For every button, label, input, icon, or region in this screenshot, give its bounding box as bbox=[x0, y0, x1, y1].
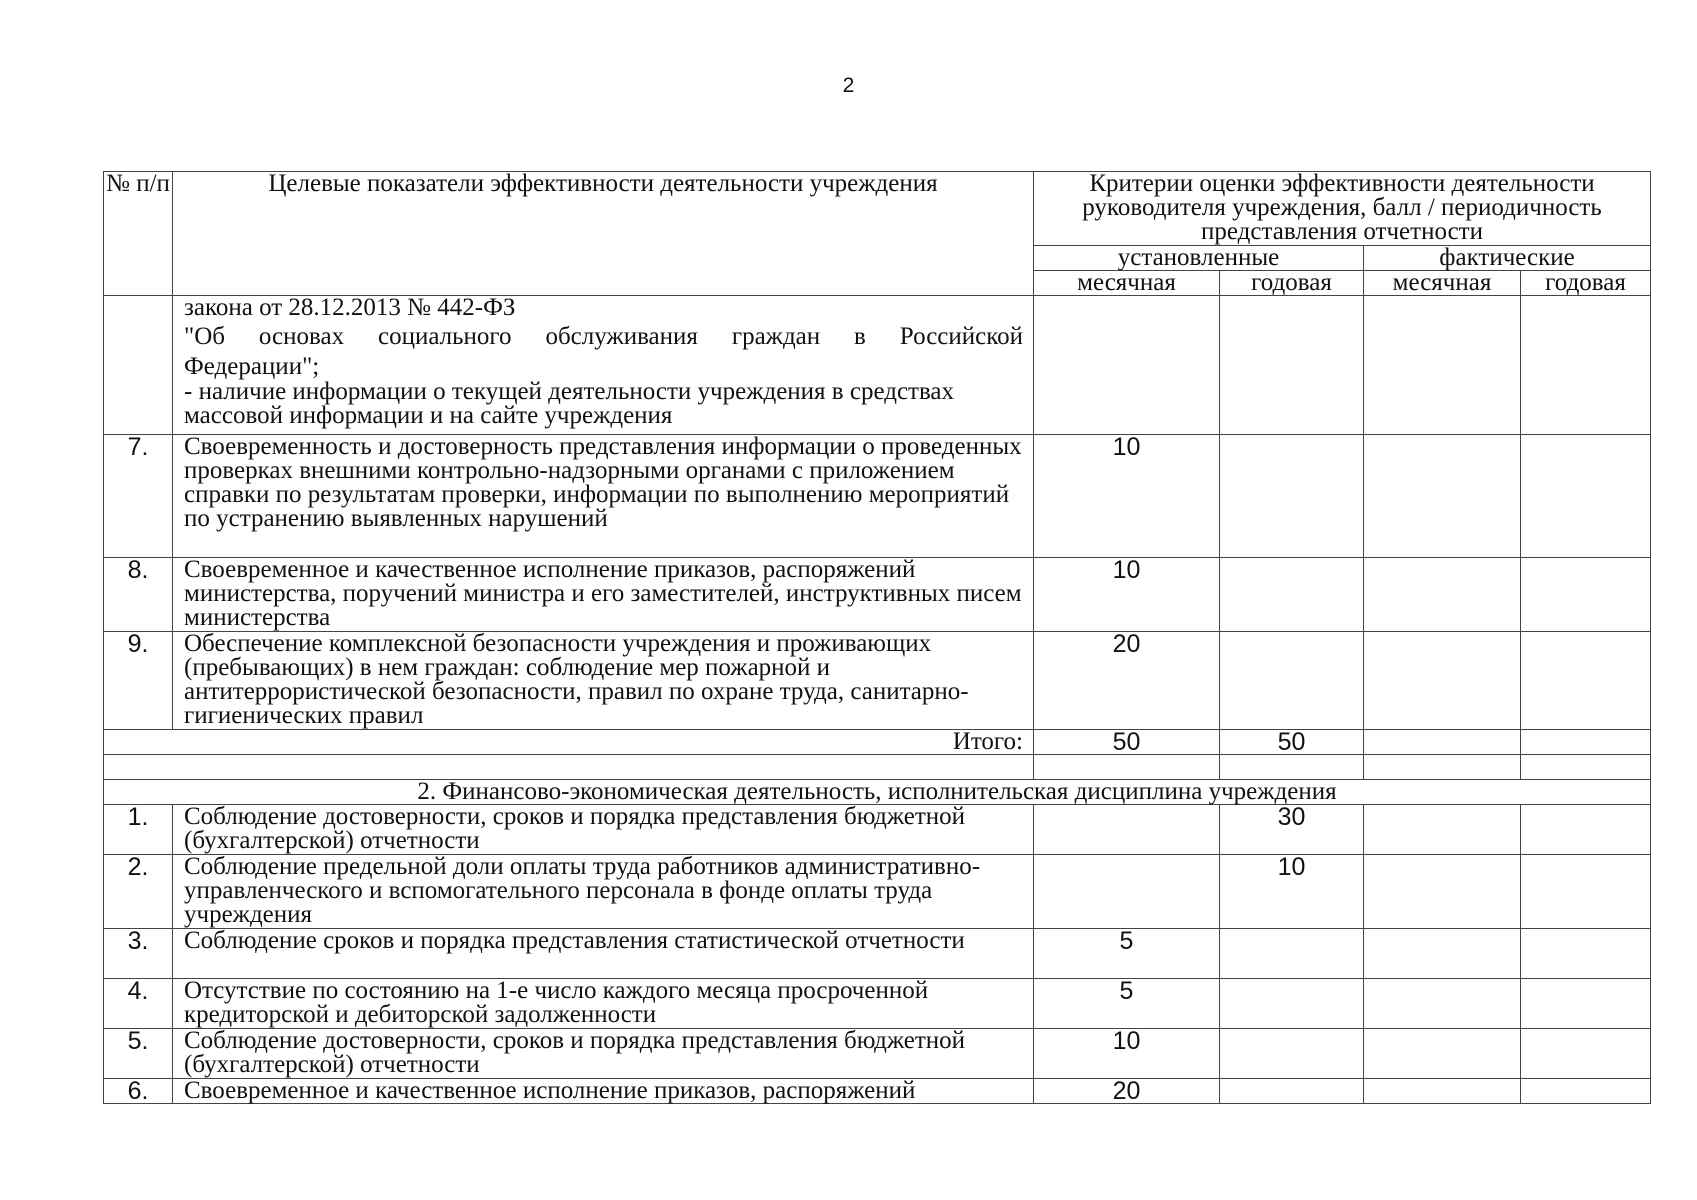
header-indicators: Целевые показатели эффективности деятельности учреждения bbox=[173, 172, 1034, 296]
page-number: 2 bbox=[842, 74, 855, 97]
header-yearly-actual: годовая bbox=[1521, 271, 1651, 296]
empty-row bbox=[104, 755, 1651, 780]
table-row: 7. Своевременность и достоверность представления информации о проведенных проверках внешними контрольно-надзорными органами с приложением справки по результатам проверки, информации по выполнению мероприятий по устранению выявленных нарушений 10 bbox=[104, 435, 1651, 558]
table-row: 9. Обеспечение комплексной безопасности учреждения и проживающих (пребывающих) в нем граждан: соблюдение мер пожарной и антитеррористической безопасности, правил по охране труда, санитарно-гигиенических правил 20 bbox=[104, 632, 1651, 730]
header-monthly-actual: месячная bbox=[1364, 271, 1521, 296]
header-monthly-established: месячная bbox=[1034, 271, 1220, 296]
header-row-1 bbox=[104, 172, 1651, 246]
header-established: установленные bbox=[1034, 246, 1364, 271]
total-label: Итого: bbox=[104, 730, 1034, 755]
table-row: 8. Своевременное и качественное исполнение приказов, распоряжений министерства, поручений министра и его заместителей, инструктивных писем министерства 10 bbox=[104, 558, 1651, 632]
table-row: 4. Отсутствие по состоянию на 1-е число каждого месяца просроченной кредиторской и дебиторской задолженности 5 bbox=[104, 979, 1651, 1029]
header-actual: фактические bbox=[1364, 246, 1651, 271]
continuation-text: закона от 28.12.2013 № 442-ФЗ "Об основах социального обслуживания граждан в Российской Федерации"; - наличие информации о текущей деятельности учреждения в средствах массовой информации и на сайте учреждения bbox=[173, 296, 1034, 435]
header-yearly-established: годовая bbox=[1220, 271, 1364, 296]
criteria-table bbox=[103, 171, 1651, 1104]
table-row: 5. Соблюдение достоверности, сроков и порядка представления бюджетной (бухгалтерской) отчетности 10 bbox=[104, 1029, 1651, 1079]
header-criteria: Критерии оценки эффективности деятельности руководителя учреждения, балл / периодичность представления отчетности bbox=[1034, 172, 1651, 246]
table-row: 3. Соблюдение сроков и порядка представления статистической отчетности 5 bbox=[104, 929, 1651, 979]
total-row bbox=[104, 730, 1651, 755]
total-yearly: 50 bbox=[1220, 730, 1364, 755]
header-num: № п/п bbox=[104, 172, 173, 296]
total-monthly: 50 bbox=[1034, 730, 1220, 755]
continuation-row bbox=[104, 296, 1651, 435]
table-row: 1. Соблюдение достоверности, сроков и порядка представления бюджетной (бухгалтерской) отчетности 30 bbox=[104, 805, 1651, 855]
section-2-title: 2. Финансово-экономическая деятельность, исполнительская дисциплина учреждения bbox=[104, 780, 1651, 805]
section-title-row bbox=[104, 780, 1651, 805]
table-row: 2. Соблюдение предельной доли оплаты труда работников административно-управленческого и вспомогательного персонала в фонде оплаты труда учреждения 10 bbox=[104, 855, 1651, 929]
table-row: 6. Своевременное и качественное исполнение приказов, распоряжений 20 bbox=[104, 1079, 1651, 1104]
